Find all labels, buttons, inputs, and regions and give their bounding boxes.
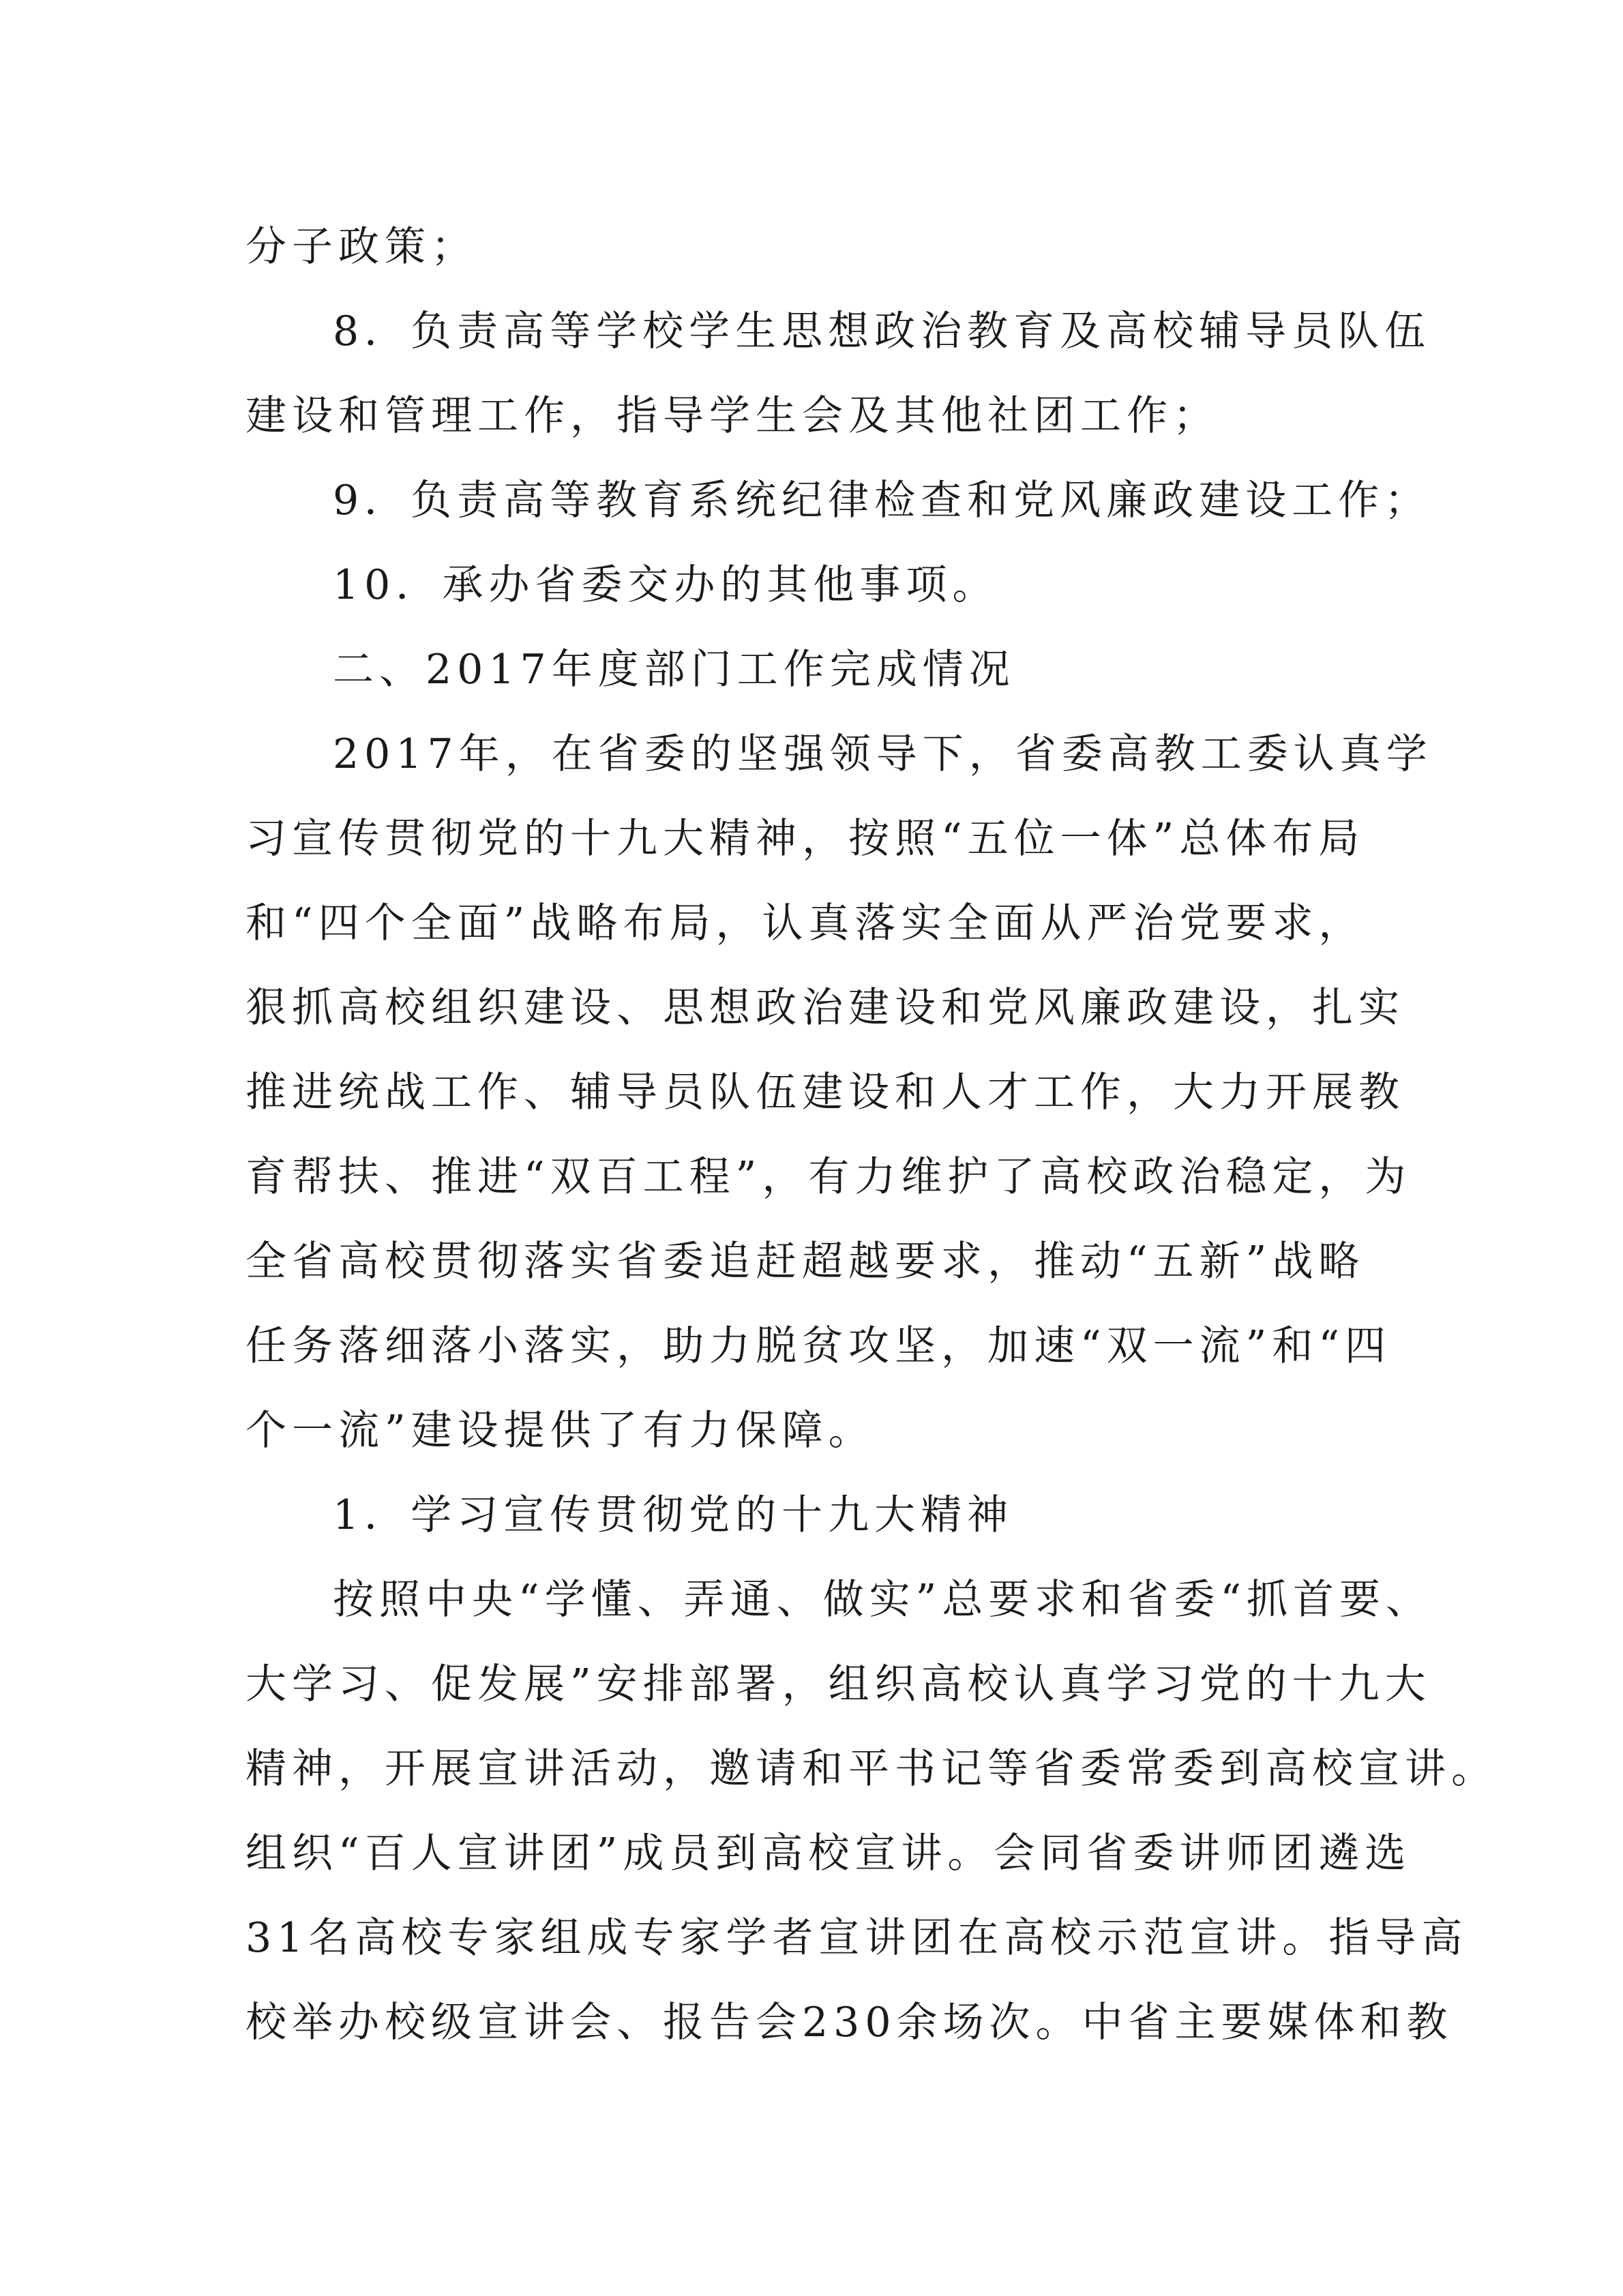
paragraph-start: 2017年，在省委的坚强领导下，省委高教工委认真学 bbox=[333, 730, 1433, 778]
text-line: 个一流”建设提供了有力保障。 bbox=[245, 1407, 875, 1455]
text-line: 31名高校专家组成专家学者宣讲团在高校示范宣讲。指导高 bbox=[245, 1914, 1468, 1962]
text-line: 习宣传贯彻党的十九大精神，按照“五位一体”总体布局 bbox=[245, 815, 1365, 863]
text-line: 全省高校贯彻落实省委追赶超越要求，推动“五新”战略 bbox=[245, 1238, 1365, 1285]
text-line: 推进统战工作、辅导员队伍建设和人才工作，大力开展教 bbox=[245, 1069, 1405, 1116]
section-heading: 二、2017年度部门工作完成情况 bbox=[333, 646, 1015, 694]
text-line: 校举办校级宣讲会、报告会230余场次。中省主要媒体和教 bbox=[245, 1999, 1453, 2046]
text-line: 分子政策； bbox=[245, 223, 477, 271]
paragraph-start: 按照中央“学懂、弄通、做实”总要求和省委“抓首要、 bbox=[333, 1576, 1433, 1624]
list-item-9: 9．负责高等教育系统纪律检查和党风廉政建设工作； bbox=[333, 477, 1431, 524]
list-item-10: 10．承办省委交办的其他事项。 bbox=[333, 561, 999, 609]
text-line: 精神，开展宣讲活动，邀请和平书记等省委常委到高校宣讲。 bbox=[245, 1745, 1498, 1793]
text-line: 育帮扶、推进“双百工程”，有力维护了高校政治稳定，为 bbox=[245, 1153, 1412, 1201]
text-line: 和“四个全面”战略布局，认真落实全面从严治党要求， bbox=[245, 899, 1365, 947]
text-line: 狠抓高校组织建设、思想政治建设和党风廉政建设，扎实 bbox=[245, 984, 1405, 1032]
subsection-heading: 1．学习宣传贯彻党的十九大精神 bbox=[333, 1491, 1014, 1539]
text-line: 大学习、促发展”安排部署，组织高校认真学习党的十九大 bbox=[245, 1660, 1431, 1708]
list-item-8: 8．负责高等学校学生思想政治教育及高校辅导员队伍 bbox=[333, 308, 1431, 355]
text-line: 组织“百人宣讲团”成员到高校宣讲。会同省委讲师团遴选 bbox=[245, 1830, 1412, 1877]
text-line: 建设和管理工作，指导学生会及其他社团工作； bbox=[245, 392, 1219, 440]
text-line: 任务落细落小落实，助力脱贫攻坚，加速“双一流”和“四 bbox=[245, 1322, 1392, 1370]
